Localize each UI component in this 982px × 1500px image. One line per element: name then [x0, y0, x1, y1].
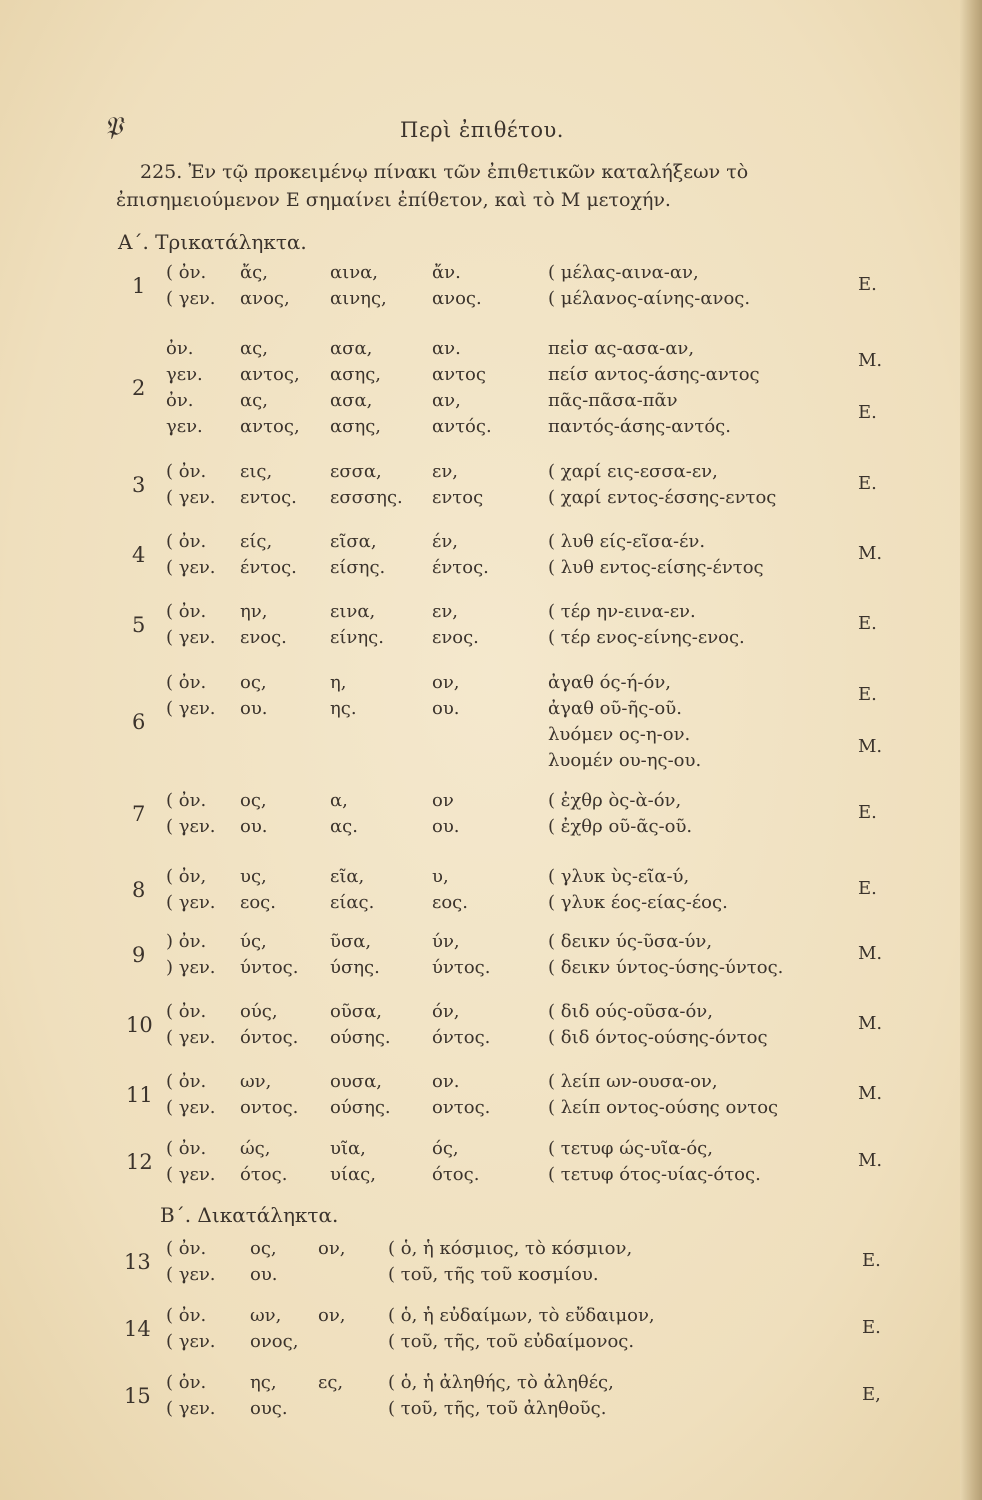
ending-cell: εῖσα,	[330, 531, 377, 552]
example-form: ἀγαθ ός-ή-όν,	[548, 672, 671, 693]
ending-cell: όν,	[432, 1001, 460, 1022]
ending-cell: ύντος.	[240, 957, 299, 978]
case-label: ( ὀν.	[166, 1238, 207, 1259]
row-number: 12	[126, 1150, 153, 1174]
example-form: ( λυθ εντος-είσης-έντος	[548, 557, 764, 578]
page-title: Περὶ ἐπιθέτου.	[400, 118, 564, 142]
row-number: 6	[132, 710, 146, 734]
ending-cell: ος,	[240, 790, 267, 811]
ending-cell: ον,	[318, 1305, 346, 1326]
example-form: ( ὁ, ἡ κόσμιος, τὸ κόσμιον,	[388, 1238, 633, 1259]
ending-cell: ων,	[240, 1071, 272, 1092]
ending-cell: ουσα,	[330, 1071, 382, 1092]
ending-cell: ασης,	[330, 416, 382, 437]
row-number: 1	[132, 274, 146, 298]
example-form: λυομέν ου-ης-ου.	[548, 750, 702, 771]
ending-cell: ός,	[432, 1138, 459, 1159]
case-label: ( γεν.	[166, 1398, 216, 1419]
ending-cell: ας.	[330, 816, 358, 837]
type-label: Μ.	[858, 350, 883, 371]
row-number: 14	[124, 1317, 151, 1341]
case-label: ( γεν.	[166, 487, 216, 508]
case-label: ὀν.	[166, 390, 194, 411]
type-label: Ε.	[858, 473, 877, 494]
row-number: 7	[132, 802, 146, 826]
example-form: πεἰσ ας-ασα-αν,	[548, 338, 695, 359]
case-label: ( ὀν.	[166, 1138, 207, 1159]
ending-cell: ου.	[240, 816, 268, 837]
ending-cell: είς,	[240, 531, 273, 552]
type-label: Μ.	[858, 1013, 883, 1034]
row-number: 10	[126, 1013, 153, 1037]
example-form: ( τέρ ην-εινα-εν.	[548, 601, 696, 622]
type-label: Ε.	[862, 1317, 881, 1338]
ending-cell: εῖα,	[330, 866, 365, 887]
ending-cell: ας,	[240, 390, 268, 411]
type-label: Ε.	[858, 802, 877, 823]
row-number: 9	[132, 943, 146, 967]
ending-cell: ύν,	[432, 931, 460, 952]
ending-cell: ασα,	[330, 338, 373, 359]
ending-cell: ονος,	[250, 1331, 299, 1352]
type-label: Ε.	[858, 878, 877, 899]
example-form: ( μέλας-αινα-αν,	[548, 262, 699, 283]
ending-cell: αντός.	[432, 416, 492, 437]
ending-cell: υίας,	[330, 1164, 376, 1185]
case-label: ( γεν.	[166, 557, 216, 578]
type-label: Μ.	[858, 736, 883, 757]
ending-cell: αντος,	[240, 364, 300, 385]
row-number: 11	[126, 1083, 153, 1107]
ending-cell: ότος.	[240, 1164, 288, 1185]
ending-cell: ανος,	[240, 288, 290, 309]
case-label: ( γεν.	[166, 1164, 216, 1185]
ending-cell: ους.	[250, 1398, 288, 1419]
example-form: ( μέλανος-αίνης-ανος.	[548, 288, 751, 309]
example-form: ( ὁ, ἡ ἀληθής, τὸ ἀληθές,	[388, 1372, 614, 1393]
example-form: ( ἐχθρ οῦ-ᾶς-οῦ.	[548, 816, 693, 837]
page-number: 𝔓	[104, 112, 123, 142]
ending-cell: εος.	[240, 892, 276, 913]
case-label: ( γεν.	[166, 816, 216, 837]
case-label: ( ὀν.	[166, 262, 207, 283]
ending-cell: αν,	[432, 390, 461, 411]
ending-cell: εντος	[432, 487, 484, 508]
ending-cell: εος.	[432, 892, 468, 913]
ending-cell: ας,	[240, 338, 268, 359]
type-label: Μ.	[858, 1150, 883, 1171]
case-label: ὀν.	[166, 338, 194, 359]
example-form: ( τέρ ενος-είνης-ενος.	[548, 627, 745, 648]
ending-cell: έντος.	[240, 557, 297, 578]
example-form: ( χαρί εις-εσσα-εν,	[548, 461, 718, 482]
type-label: Ε.	[858, 274, 877, 295]
ending-cell: ων,	[250, 1305, 282, 1326]
example-form: ( γλυκ έος-είας-έος.	[548, 892, 728, 913]
ending-cell: ούσης.	[330, 1027, 391, 1048]
example-form: ( διδ ούς-οῦσα-όν,	[548, 1001, 713, 1022]
example-form: ( τετυφ ότος-υίας-ότος.	[548, 1164, 761, 1185]
ending-cell: ον	[432, 790, 454, 811]
ending-cell: ενος.	[240, 627, 287, 648]
ending-cell: ον.	[432, 1071, 460, 1092]
case-label: ( γεν.	[166, 1331, 216, 1352]
example-form: ( τοῦ, τῆς, τοῦ ἀληθοῦς.	[388, 1398, 607, 1419]
type-label: Ε.	[858, 613, 877, 634]
paragraph-line-1: 225. Ἐν τῷ προκειμένῳ πίνακι τῶν ἐπιθετικῶν καταλήξεων τὸ	[140, 161, 749, 183]
example-form: πᾶς-πᾶσα-πᾶν	[548, 390, 678, 411]
case-label: ( ὀν.	[166, 672, 207, 693]
case-label: γεν.	[166, 364, 203, 385]
case-label: ) ὀν.	[166, 931, 207, 952]
ending-cell: ος,	[250, 1238, 277, 1259]
example-form: ( λείπ οντος-ούσης οντος	[548, 1097, 779, 1118]
ending-cell: ου.	[432, 698, 460, 719]
type-label: Ε.	[858, 402, 877, 423]
case-label: ( γεν.	[166, 288, 216, 309]
example-form: ( λυθ είς-εῖσα-έν.	[548, 531, 706, 552]
example-form: ( γλυκ ὺς-εῖα-ύ,	[548, 866, 690, 887]
ending-cell: έν,	[432, 531, 458, 552]
example-form: ( ὁ, ἡ εὐδαίμων, τὸ εὔδαιμον,	[388, 1305, 655, 1326]
row-number: 5	[132, 613, 146, 637]
ending-cell: ον,	[318, 1238, 346, 1259]
example-form: παντός-άσης-αντός.	[548, 416, 731, 437]
paragraph-line-2: ἐπισημειούμενον Ε σημαίνει ἐπίθετον, καὶ τὸ Μ μετοχήν.	[116, 189, 671, 211]
ending-cell: ἄς,	[240, 262, 268, 283]
example-form: ( δεικν ύς-ῦσα-ύν,	[548, 931, 713, 952]
type-label: Ε,	[862, 1384, 881, 1405]
type-label: Ε.	[862, 1250, 881, 1271]
case-label: ( γεν.	[166, 627, 216, 648]
ending-cell: ης,	[250, 1372, 277, 1393]
ending-cell: η,	[330, 672, 347, 693]
row-number: 13	[124, 1250, 151, 1274]
ending-cell: εινα,	[330, 601, 376, 622]
example-form: ( διδ όντος-ούσης-όντος	[548, 1027, 768, 1048]
ending-cell: ενος.	[432, 627, 479, 648]
ending-cell: οντος.	[240, 1097, 299, 1118]
row-number: 15	[124, 1384, 151, 1408]
case-label: ( ὀν.	[166, 1305, 207, 1326]
ending-cell: ύς,	[240, 931, 267, 952]
example-form: ( τοῦ, τῆς τοῦ κοσμίου.	[388, 1264, 599, 1285]
row-number: 2	[132, 376, 146, 400]
ending-cell: οντος.	[432, 1097, 491, 1118]
type-label: Μ.	[858, 1083, 883, 1104]
ending-cell: α,	[330, 790, 348, 811]
example-form: ( τετυφ ώς-υῖα-ός,	[548, 1138, 713, 1159]
ending-cell: είνης.	[330, 627, 384, 648]
type-label: Μ.	[858, 943, 883, 964]
type-label: Μ.	[858, 543, 883, 564]
ending-cell: εν,	[432, 601, 458, 622]
ending-cell: αντος	[432, 364, 486, 385]
section-heading-a: Α΄. Τρικατάληκτα.	[118, 230, 307, 254]
section-heading-b: Β΄. Δικατάληκτα.	[160, 1203, 339, 1227]
ending-cell: ούσης.	[330, 1097, 391, 1118]
ending-cell: ότος.	[432, 1164, 480, 1185]
example-form: ( ἐχθρ ὸς-ὰ-όν,	[548, 790, 682, 811]
ending-cell: ου.	[250, 1264, 278, 1285]
case-label: ( γεν.	[166, 1027, 216, 1048]
ending-cell: ης.	[330, 698, 357, 719]
ending-cell: αινα,	[330, 262, 379, 283]
case-label: ( ὀν.	[166, 1372, 207, 1393]
ending-cell: έντος.	[432, 557, 489, 578]
ending-cell: ύντος.	[432, 957, 491, 978]
ending-cell: ασα,	[330, 390, 373, 411]
row-number: 8	[132, 878, 146, 902]
example-form: ἀγαθ οῦ-ῆς-οῦ.	[548, 698, 682, 719]
ending-cell: υῖα,	[330, 1138, 366, 1159]
ending-cell: ος,	[240, 672, 267, 693]
ending-cell: ούς,	[240, 1001, 278, 1022]
case-label: γεν.	[166, 416, 203, 437]
ending-cell: αινης,	[330, 288, 387, 309]
ending-cell: αντος,	[240, 416, 300, 437]
ending-cell: ου.	[240, 698, 268, 719]
row-number: 4	[132, 543, 146, 567]
example-form: ( χαρί εντος-έσσης-εντος	[548, 487, 777, 508]
ending-cell: ου.	[432, 816, 460, 837]
ending-cell: είας.	[330, 892, 375, 913]
example-form: ( τοῦ, τῆς, τοῦ εὐδαίμονος.	[388, 1331, 635, 1352]
page-edge	[960, 0, 982, 1500]
ending-cell: όντος.	[432, 1027, 491, 1048]
case-label: ( ὀν.	[166, 601, 207, 622]
case-label: ( γεν.	[166, 892, 216, 913]
ending-cell: αν.	[432, 338, 461, 359]
ending-cell: ες,	[318, 1372, 344, 1393]
case-label: ) γεν.	[166, 957, 216, 978]
ending-cell: ον,	[432, 672, 460, 693]
row-number: 3	[132, 473, 146, 497]
case-label: ( ὀν.	[166, 1071, 207, 1092]
ending-cell: οῦσα,	[330, 1001, 382, 1022]
case-label: ( ὀν,	[166, 866, 207, 887]
case-label: ( γεν.	[166, 698, 216, 719]
ending-cell: ην,	[240, 601, 268, 622]
ending-cell: εσσα,	[330, 461, 382, 482]
case-label: ( ὀν.	[166, 531, 207, 552]
example-form: ( δεικν ύντος-ύσης-ύντος.	[548, 957, 784, 978]
ending-cell: όντος.	[240, 1027, 299, 1048]
ending-cell: υς,	[240, 866, 267, 887]
ending-cell: ώς,	[240, 1138, 271, 1159]
example-form: πείσ αντος-άσης-αντος	[548, 364, 760, 385]
ending-cell: είσης.	[330, 557, 386, 578]
type-label: Ε.	[858, 684, 877, 705]
ending-cell: υ,	[432, 866, 449, 887]
case-label: ( γεν.	[166, 1097, 216, 1118]
ending-cell: εις,	[240, 461, 273, 482]
ending-cell: ἄν.	[432, 262, 461, 283]
case-label: ( γεν.	[166, 1264, 216, 1285]
case-label: ( ὀν.	[166, 461, 207, 482]
ending-cell: εν,	[432, 461, 458, 482]
ending-cell: ῦσα,	[330, 931, 372, 952]
ending-cell: ανος.	[432, 288, 482, 309]
ending-cell: ύσης.	[330, 957, 380, 978]
ending-cell: ασης,	[330, 364, 382, 385]
ending-cell: εντος.	[240, 487, 297, 508]
ending-cell: εσσσης.	[330, 487, 403, 508]
case-label: ( ὀν.	[166, 790, 207, 811]
example-form: λυόμεν ος-η-ον.	[548, 724, 691, 745]
example-form: ( λείπ ων-ουσα-ον,	[548, 1071, 718, 1092]
case-label: ( ὀν.	[166, 1001, 207, 1022]
